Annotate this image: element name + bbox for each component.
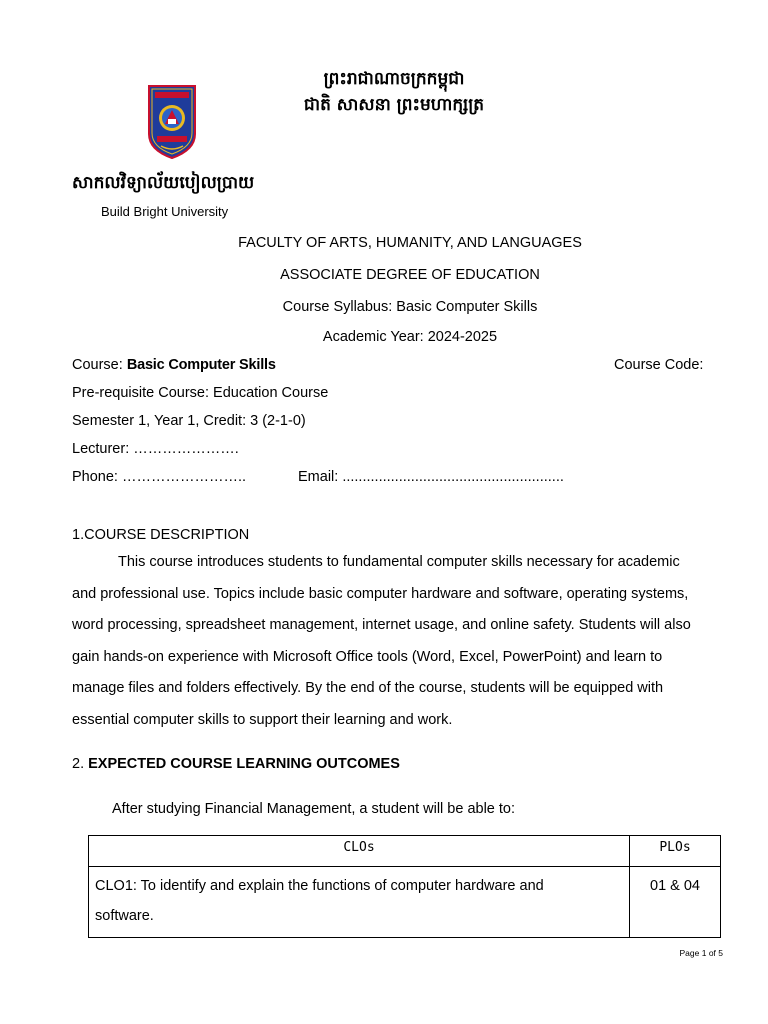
syllabus-title: Course Syllabus: Basic Computer Skills [282,299,538,315]
university-logo [147,84,197,160]
description-line: manage files and folders effectively. By the end of the course, students will be equipped with [72,680,664,696]
clo-text-line: CLO1: To identify and explain the functions of computer hardware and [95,878,544,894]
university-name-khmer: សាកលវិទ្យាល័យបៀលប្រាយ [72,173,255,193]
section2-title: EXPECTED COURSE LEARNING OUTCOMES [88,756,400,772]
clos-header: CLOs [89,836,630,867]
faculty-title: FACULTY OF ARTS, HUMANITY, AND LANGUAGES [238,235,582,251]
section2-intro: After studying Financial Management, a student will be able to: [112,801,516,817]
university-name-english: Build Bright University [101,204,229,219]
plos-header: PLOs [630,836,721,867]
description-line: This course introduces students to fundamental computer skills necessary for academic [118,554,680,570]
course-line [72,357,276,373]
description-line: gain hands-on experience with Microsoft Office tools (Word, Excel, PowerPoint) and learn to [72,648,663,665]
kingdom-title-line1: ព្រះរាជាណាចក្រកម្ពុជា [323,69,465,89]
course-code-label: Course Code: [614,357,704,373]
section2-heading [72,756,400,772]
clo-text-line: software. [95,908,154,924]
plo-cell: 01 & 04 [630,867,721,938]
description-line: and professional use. Topics include basic computer hardware and software, operating systems, [72,585,689,602]
lecturer-line: Lecturer: …………………. [72,441,239,457]
phone-line: Phone: …………………….. [72,469,247,485]
description-line: essential computer skills to support their learning and work. [72,711,453,728]
kingdom-title-line2: ជាតិ សាសនា ព្រះមហាក្សត្រ [303,95,485,115]
description-line: word processing, spreadsheet management, internet usage, and online safety. Students will also [72,617,691,633]
section1-heading: 1.COURSE DESCRIPTION [72,527,250,543]
degree-title: ASSOCIATE DEGREE OF EDUCATION [280,267,540,283]
academic-year: Academic Year: 2024-2025 [322,329,498,345]
email-line: Email: ....................................................... [298,469,564,485]
page-number: Page 1 of 5 [679,948,723,958]
course-name: Basic Computer Skills [126,357,276,373]
semester-line: Semester 1, Year 1, Credit: 3 (2-1-0) [72,413,306,429]
prerequisite-line: Pre-requisite Course: Education Course [72,385,329,401]
section2-number: 2. [72,756,89,772]
clo-table [88,835,721,938]
course-label: Course: [72,357,127,373]
table-header-row [89,836,721,867]
clo-cell [89,867,630,938]
university-crest-icon [147,84,197,160]
course-description [72,547,722,736]
table-row [89,867,721,938]
